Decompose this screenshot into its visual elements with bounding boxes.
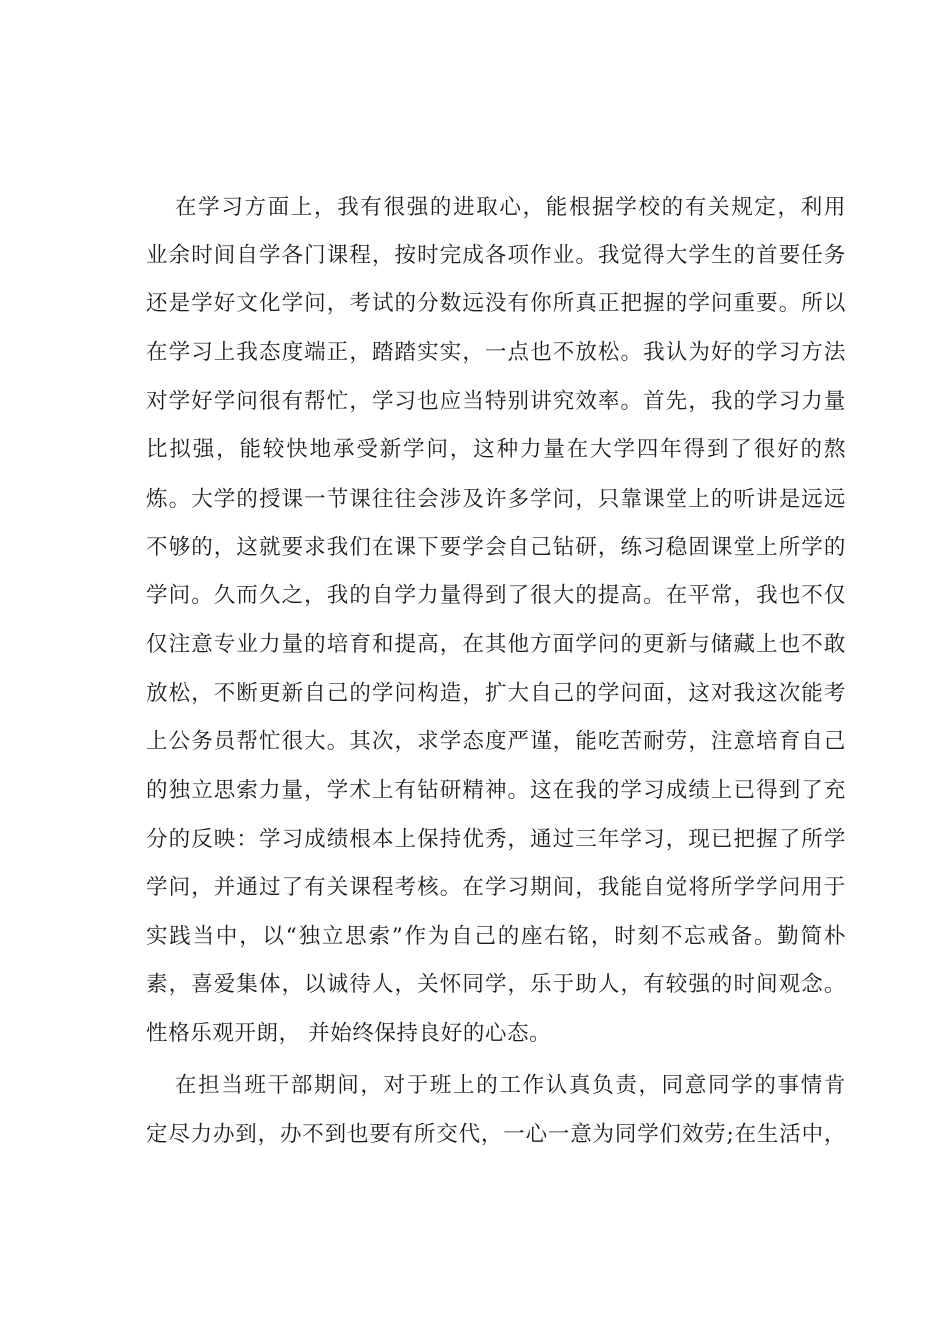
paragraph-1-line-14: 分的反映：学习成绩根本上保持优秀，通过三年学习，现已把握了所学: [146, 827, 846, 852]
paragraph-1-line-1: 在学习方面上，我有很强的进取心，能根据学校的有关规定，利用: [175, 195, 846, 220]
paragraph-1-line-7: 炼。大学的授课一节课往往会涉及许多学问，只靠课堂上的听讲是远远: [146, 487, 846, 512]
paragraph-1-line-12: 上公务员帮忙很大。其次，求学态度严谨，能吃苦耐劳，注意培育自己: [146, 729, 846, 754]
paragraph-1-line-13: 的独立思索力量，学术上有钻研精神。这在我的学习成绩上已得到了充: [146, 778, 846, 803]
paragraph-1-line-8: 不够的，这就要求我们在课下要学会自己钻研，练习稳固课堂上所学的: [146, 535, 846, 560]
paragraph-1-line-18: 性格乐观开朗， 并始终保持良好的心态。: [146, 1021, 552, 1046]
paragraph-2-line-1: 在担当班干部期间，对于班上的工作认真负责，同意同学的事情肯: [175, 1073, 846, 1098]
paragraph-1-line-11: 放松，不断更新自己的学问构造，扩大自己的学问面，这对我这次能考: [146, 681, 846, 706]
paragraph-1-line-10: 仅注意专业力量的培育和提高，在其他方面学问的更新与储藏上也不敢: [146, 632, 846, 657]
paragraph-1-line-17: 素，喜爱集体，以诚待人，关怀同学，乐于助人，有较强的时间观念。: [146, 972, 846, 997]
paragraph-1-line-4: 在学习上我态度端正，踏踏实实，一点也不放松。我认为好的学习方法: [146, 340, 846, 365]
paragraph-1-line-3: 还是学好文化学问，考试的分数远没有你所真正把握的学问重要。所以: [146, 291, 846, 316]
paragraph-1-line-5: 对学好学问很有帮忙，学习也应当特别讲究效率。首先，我的学习力量: [146, 389, 846, 414]
paragraph-1-line-2: 业余时间自学各门课程，按时完成各项作业。我觉得大学生的首要任务: [146, 243, 846, 268]
paragraph-1-line-6: 比拟强，能较快地承受新学问，这种力量在大学四年得到了很好的熬: [146, 437, 846, 462]
paragraph-1-line-9: 学问。久而久之，我的自学力量得到了很大的提高。在平常，我也不仅: [146, 583, 846, 608]
paragraph-2-line-2: 定尽力办到，办不到也要有所交代，一心一意为同学们效劳;在生活中，: [146, 1122, 846, 1147]
paragraph-1-line-15: 学问，并通过了有关课程考核。在学习期间，我能自觉将所学学问用于: [146, 875, 846, 900]
paragraph-1-line-16: 实践当中，以“独立思索”作为自己的座右铭，时刻不忘戒备。勤简朴: [146, 924, 846, 949]
